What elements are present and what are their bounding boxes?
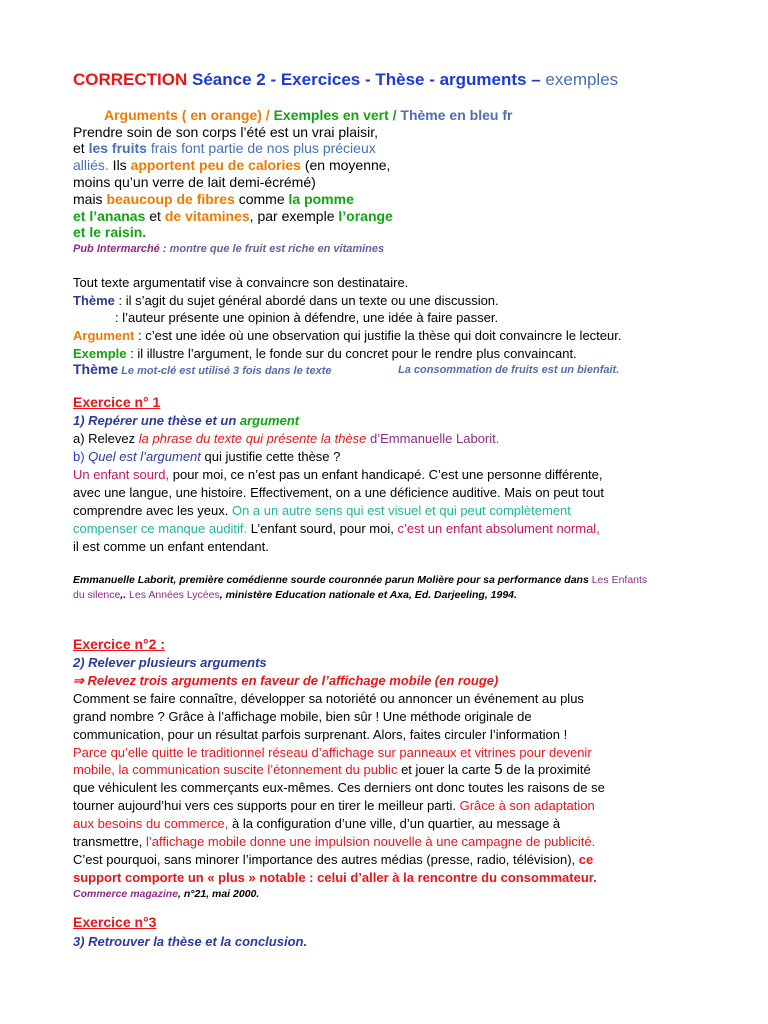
text-1-line-5: il est comme un enfant entendant.	[73, 539, 269, 554]
text: L’enfant sourd, pour moi,	[247, 521, 398, 536]
text-1-line-2: avec une langue, une histoire. Effectivement, on a une déficience auditive. Mais on peut tout	[73, 485, 604, 500]
def-theme2-keyword: Le mot-clé est utilisé 3 fois dans le texte	[118, 365, 332, 377]
exercise-1-heading: Exercice n° 1	[73, 394, 161, 410]
sample-line-2	[73, 140, 376, 157]
exercise-1-question	[73, 412, 299, 429]
text: (en moyenne,	[300, 157, 391, 173]
example-orange: l’orange	[338, 208, 393, 224]
text: compenser ce manque auditif.	[73, 521, 248, 536]
example-pomme: la pomme	[288, 191, 354, 207]
text: et jouer la carte	[397, 762, 495, 777]
sample-line-6	[73, 208, 393, 225]
text-2-line-10	[73, 851, 593, 868]
theme-les-fruits: les fruits	[88, 140, 147, 156]
text-1-line-1	[73, 466, 603, 483]
pub-label: Pub Intermarché :	[73, 243, 170, 255]
text: qui justifie cette thèse ?	[200, 449, 341, 464]
color-legend	[104, 107, 512, 124]
text: comprendre avec les yeux.	[73, 503, 232, 518]
example-ananas: et l’ananas	[73, 208, 146, 224]
text: Les Années Lycées	[129, 589, 220, 601]
text: Les Enfants	[591, 574, 648, 586]
def-argument-text: : c’est une idée où une observation qui justifie la thèse qui doit convaincre le lecteur.	[134, 328, 622, 343]
text: la phrase du texte qui présente la thèse	[138, 431, 367, 446]
text: , par exemple	[249, 208, 339, 224]
def-theme2-summary: La consommation de fruits est un bienfait.	[398, 364, 620, 376]
def-intro: Tout texte argumentatif vise à convaincre son destinataire.	[73, 275, 409, 290]
text-2-line-8	[73, 815, 560, 832]
def-theme-text: : il s’agit du sujet général abordé dans un texte ou une discussion.	[114, 293, 499, 308]
text: et	[73, 140, 89, 156]
def-argument	[73, 327, 621, 344]
text: pour moi, ce n’est pas un enfant handicapé. C’est une personne différente,	[169, 467, 603, 482]
def-theme-label: Thème	[73, 293, 115, 308]
text: du silence	[73, 589, 121, 601]
text: et	[145, 208, 165, 224]
theme-continuation: frais font partie de nos plus précieux	[146, 140, 376, 156]
text: On a un autre sens qui est visuel et qui peut complètement	[231, 503, 571, 518]
argument-calories: apportent peu de calories	[130, 157, 301, 173]
pub-line	[73, 241, 384, 258]
text-2-line-5	[73, 761, 591, 778]
text: ,.	[120, 589, 130, 601]
text: 5	[494, 761, 503, 778]
text: d’Emmanuelle Laborit.	[366, 431, 500, 446]
exercise-1-b	[73, 448, 340, 465]
text-2-line-7	[73, 797, 595, 814]
exercise-2-instruction	[73, 672, 498, 689]
exercise-3-question: 3) Retrouver la thèse et la conclusion.	[73, 934, 308, 949]
def-theme	[73, 292, 499, 309]
exercise-2-heading: Exercice n°2 :	[73, 636, 165, 652]
page-title	[73, 70, 618, 90]
def-exemple-label: Exemple	[73, 346, 127, 361]
text: à la configuration d’une ville, d’un quartier, au message à	[228, 816, 561, 831]
argument-vitamines: de vitamines	[164, 208, 250, 224]
text: c’est un enfant absolument normal,	[397, 521, 600, 536]
sample-line-1: Prendre soin de son corps l’été est un vrai plaisir,	[73, 124, 379, 140]
text: b)	[73, 449, 89, 464]
example-raisin: et le raisin.	[73, 224, 147, 240]
text-1-line-3	[73, 502, 571, 519]
legend-exemples: Exemples en vert /	[273, 107, 401, 123]
text: Emmanuelle Laborit, première comédienne sourde couronnée parun Molière pour sa performance dans	[73, 574, 592, 586]
text: a) Relevez	[73, 431, 139, 446]
text: Relevez trois arguments en faveur de l’affichage mobile (en rouge)	[83, 673, 499, 688]
title-seance: Séance 2 - Exercices - Thèse - arguments –	[192, 70, 546, 89]
text-2-line-3: communication, pour un résultat parfois surprenant. Alors, faites circuler l’information !	[73, 727, 568, 742]
title-correction: CORRECTION	[73, 70, 188, 89]
text-1-line-4	[73, 520, 600, 537]
exercise-2-question: 2) Relever plusieurs arguments	[73, 655, 267, 670]
def-argument-label: Argument	[73, 328, 135, 343]
exercise-3-heading: Exercice n°3	[73, 914, 157, 930]
text: argument	[239, 413, 300, 428]
sample-line-5	[73, 191, 354, 208]
text: Un enfant sourd,	[73, 467, 170, 482]
title-exemples: exemples	[545, 70, 619, 89]
argument-fibres: beaucoup de fibres	[106, 191, 235, 207]
source-1-line-2	[73, 587, 517, 604]
text-2-line-4: Parce qu’elle quitte le traditionnel réseau d’affichage sur panneaux et vitrines pour devenir	[73, 745, 592, 760]
text: C’est pourquoi, sans minorer l’importance des autres médias (presse, radio, télévision),	[73, 852, 579, 867]
text-2-line-1: Comment se faire connaître, développer sa notoriété ou annoncer un événement au plus	[73, 691, 584, 706]
text: l’affichage mobile donne une impulsion nouvelle à une campagne de publicité.	[145, 834, 596, 849]
legend-theme: Thème en bleu fr	[400, 107, 513, 123]
text: Grâce à son adaptation	[459, 798, 595, 813]
text: mobile, la communication suscite l’étonnement du public	[73, 762, 398, 777]
source-2	[73, 886, 259, 903]
def-theme-2	[73, 361, 331, 380]
text: comme	[234, 191, 289, 207]
text: , n°21, mai 2000.	[178, 888, 260, 900]
text: transmettre,	[73, 834, 146, 849]
text: Quel est l’argument	[88, 449, 201, 464]
text: Commerce magazine	[73, 888, 179, 900]
def-these: : l’auteur présente une opinion à défendre, une idée à faire passer.	[115, 310, 499, 325]
text: de la proximité	[502, 762, 591, 777]
sample-line-4: moins qu’un verre de lait demi-écrémé)	[73, 174, 316, 190]
text: , ministère Education nationale et Axa, Ed. Darjeeling, 1994.	[219, 589, 517, 601]
sample-line-3	[73, 157, 390, 174]
text: ce	[578, 852, 594, 867]
text: mais	[73, 191, 107, 207]
text-2-line-2: grand nombre ? Grâce à l’affichage mobile, bien sûr ! Une méthode originale de	[73, 709, 532, 724]
legend-arguments: Arguments ( en orange) /	[104, 107, 274, 123]
text: tourner aujourd’hui vers ces supports pour en tirer le meilleur parti.	[73, 798, 460, 813]
text: Ils	[108, 157, 131, 173]
text: aux besoins du commerce,	[73, 816, 229, 831]
pub-text: montre que le fruit est riche en vitamines	[169, 243, 385, 255]
text: 1) Repérer une thèse et un	[73, 413, 240, 428]
text-2-line-6: que véhiculent les commerçants eux-mêmes. Ces derniers ont donc toutes les raisons de se	[73, 780, 605, 795]
text-2-line-9	[73, 833, 595, 850]
arrow-right-icon: ⇒	[73, 673, 84, 688]
def-theme2-label: Thème	[73, 361, 119, 377]
theme-allies: alliés.	[73, 157, 109, 173]
def-exemple	[73, 345, 577, 362]
def-exemple-text: : il illustre l’argument, le fonde sur du concret pour le rendre plus convaincant.	[126, 346, 577, 361]
exercise-1-a	[73, 430, 499, 447]
text-2-line-11: support comporte un « plus » notable : celui d’aller à la rencontre du consommateur.	[73, 870, 597, 885]
